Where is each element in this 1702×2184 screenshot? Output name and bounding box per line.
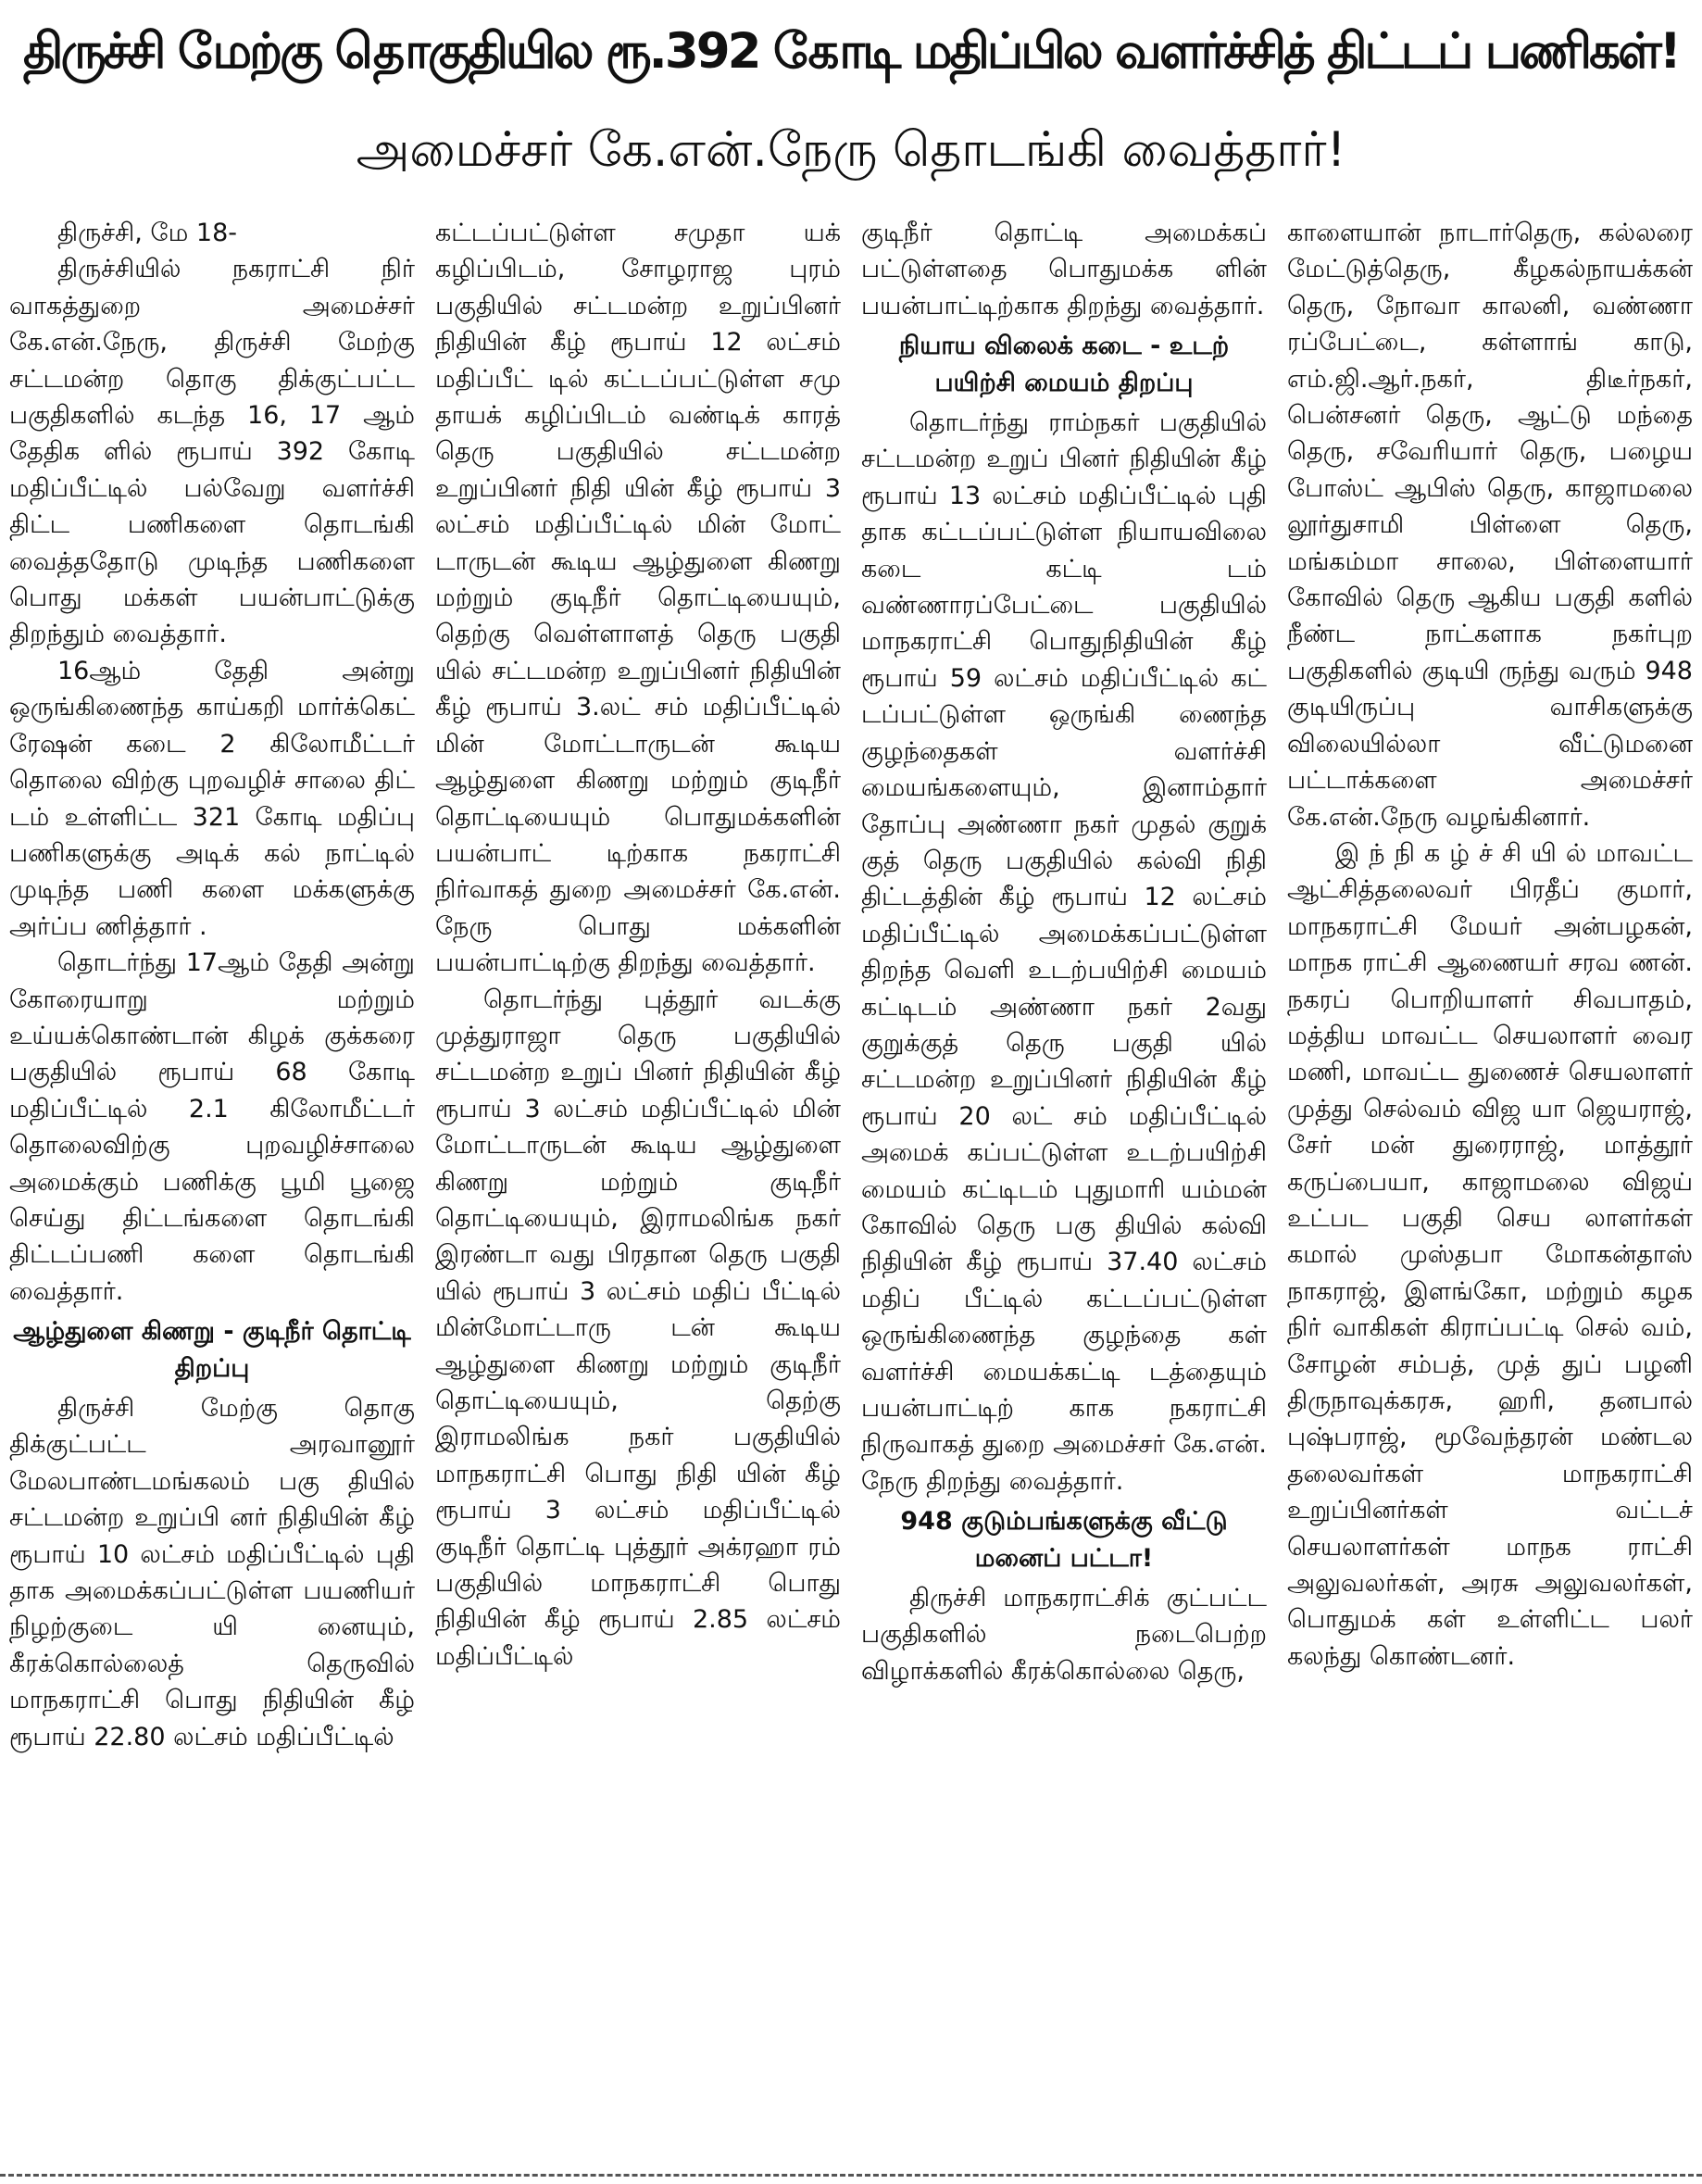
paragraph-continued: காளையான் நாடார்தெரு, கல்லரை மேட்டுத்தெரு, கீழகல்நாயக்கன் தெரு, நோவா காலனி, வண்ணா ரப்பேட்டை, கள்ளாங் காடு, எம்.ஜி.ஆர்.நகர், திடீர்நகர், பென்சனர் தெரு, ஆட்டு மந்தை தெரு, சவேரியார் தெரு, பழைய போஸ்ட் ஆபிஸ் தெரு, காஜாமலை லூர்துசாமி பிள்ளை தெரு, மங்கம்மா சாலை, பிள்ளையார் கோவில் தெரு ஆகிய பகுதி களில் நீண்ட நாட்களாக நகர்புற பகுதிகளில் குடியி ருந்து வரும் 948 குடியிருப்பு வாசிகளுக்கு விலையில்லா வீட்டுமனை பட்டாக்களை அமைச்சர் கே.என்.நேரு வழங்கினார். [1287,219,1693,832]
paragraph: திருச்சி மேற்கு தொகு திக்குட்பட்ட அரவானூர் மேலபாண்டமங்கலம் பகு தியில் சட்டமன்ற உறுப்பி னர் நிதியின் கீழ் ரூபாய் 10 லட்சம் மதிப்பீட்டில் புதி தாக அமைக்கப்பட்டுள்ள பயணியர் நிழற்குடை யி னையும், கீரக்கொல்லைத் தெருவில் மாநகராட்சி பொது நிதியின் கீழ் ரூபாய் 22.80 லட்சம் மதிப்பீட்டில் [9,1394,415,1751]
paragraph: 16ஆம் தேதி அன்று ஒருங்கிணைந்த காய்கறி மார்க்கெட் ரேஷன் கடை 2 கிலோமீட்டர் தொலை விற்கு புறவழிச் சாலை திட் டம் உள்ளிட்ட 321 கோடி மதிப்பு பணிகளுக்கு அடிக் கல் நாட்டில் முடிந்த பணி களை மக்களுக்கு அர்ப்ப ணித்தார் . [9,656,415,941]
bottom-dashed-rule [0,2174,1702,2177]
paragraph: திருச்சி, மே 18- [57,219,237,247]
paragraph: திருச்சி மாநகராட்சிக் குட்பட்ட பகுதிகளில் நடைபெற்ற விழாக்களில் கீரக்கொல்லை தெரு, [861,1584,1267,1686]
article-column-2 [435,215,841,2160]
paragraph-continued: கட்டப்பட்டுள்ள சமுதா யக் கழிப்பிடம், சோழராஜ புரம் பகுதியில் சட்டமன்ற உறுப்பினர் நிதியின் கீழ் ரூபாய் 12 லட்சம் மதிப்பீட் டில் கட்டப்பட்டுள்ள சமு தாயக் கழிப்பிடம் வண்டிக் காரத் தெரு பகுதியில் சட்டமன்ற உறுப்பினர் நிதி யின் கீழ் ரூபாய் 3 லட்சம் மதிப்பீட்டில் மின் மோட் டாருடன் கூடிய ஆழ்துளை கிணறு மற்றும் குடிநீர் தொட்டியையும், தெற்கு வெள்ளாளத் தெரு பகுதி யில் சட்டமன்ற உறுப்பினர் நிதியின் கீழ் ரூபாய் 3.லட் சம் மதிப்பீட்டில் மின் மோட்டாருடன் கூடிய ஆழ்துளை கிணறு மற்றும் குடிநீர் தொட்டியையும் பொதுமக்களின் பயன்பாட் டிற்காக நகராட்சி நிர்வாகத் துறை அமைச்சர் கே.என். நேரு பொது மக்களின் பயன்பாட்டிற்கு திறந்து வைத்தார். [435,219,841,978]
section-subheading: ஆழ்துளை கிணறு - குடிநீர் தொட்டி திறப்பு [13,1317,411,1383]
paragraph-continued: குடிநீர் தொட்டி அமைக்கப் பட்டுள்ளதை பொதுமக்க ளின் பயன்பாட்டிற்காக திறந்து வைத்தார். [861,219,1267,320]
headline: திருச்சி மேற்கு தொகுதியில ரூ.392 கோடி மதிப்பில வளர்ச்சித் திட்டப் பணிகள்! [23,23,1679,80]
paragraph: தொடர்ந்து புத்தூர் வடக்கு முத்துராஜா தெரு பகுதியில் சட்டமன்ற உறுப் பினர் நிதியின் கீழ் ரூபாய் 3 லட்சம் மதிப்பீட்டில் மின் மோட்டாருடன் கூடிய ஆழ்துளை கிணறு மற்றும் குடிநீர் தொட்டியையும், இராமலிங்க நகர் இரண்டா வது பிரதான தெரு பகுதி யில் ரூபாய் 3 லட்சம் மதிப் பீட்டில் மின்மோட்டாரு டன் கூடிய ஆழ்துளை கிணறு மற்றும் குடிநீர் தொட்டியையும், தெற்கு இராமலிங்க நகர் பகுதியில் மாநகராட்சி பொது நிதி யின் கீழ் ரூபாய் 3 லட்சம் மதிப்பீட்டில் குடிநீர் தொட்டி புத்தூர் அக்ரஹா ரம் பகுதியில் மாநகராட்சி பொது நிதியின் கீழ் ரூபாய் 2.85 லட்சம் மதிப்பீட்டில் [435,985,841,1671]
paragraph: தொடர்ந்து ராம்நகர் பகுதியில் சட்டமன்ற உறுப் பினர் நிதியின் கீழ் ரூபாய் 13 லட்சம் மதிப்பீட்டில் புதி தாக கட்டப்பட்டுள்ள நியாயவிலை கடை கட்டி டம் வண்ணாரப்பேட்டை பகுதியில் மாநகராட்சி பொதுநிதியின் கீழ் ரூபாய் 59 லட்சம் மதிப்பீட்டில் கட் டப்பட்டுள்ள ஒருங்கி ணைந்த குழந்தைகள் வளர்ச்சி மையங்களையும், இனாம்தார் தோப்பு அண்ணா நகர் முதல் குறுக் குத் தெரு பகுதியில் கல்வி நிதி திட்டத்தின் கீழ் ரூபாய் 12 லட்சம் மதிப்பீட்டில் அமைக்கப்பட்டுள்ள திறந்த வெளி உடற்பயிற்சி மையம் கட்டிடம் அண்ணா நகர் 2வது குறுக்குத் தெரு பகுதி யில் சட்டமன்ற உறுப்பினர் நிதியின் கீழ் ரூபாய் 20 லட் சம் மதிப்பீட்டில் அமைக் கப்பட்டுள்ள உடற்பயிற்சி மையம் கட்டிடம் புதுமாரி யம்மன் கோவில் தெரு பகு தியில் கல்வி நிதியின் கீழ் ரூபாய் 37.40 லட்சம் மதிப் பீட்டில் கட்டப்பட்டுள்ள ஒருங்கிணைந்த குழந்தை கள் வளர்ச்சி மையக்கட்டி டத்தையும் பயன்பாட்டிற் காக நகராட்சி நிருவாகத் துறை அமைச்சர் கே.என். நேரு திறந்து வைத்தார். [861,408,1267,1496]
article-columns [9,215,1693,2160]
section-subheading: நியாய விலைக் கடை - உடற் பயிற்சி மையம் திறப்பு [898,332,1230,397]
article-column-3 [861,215,1267,2160]
section-subheading: 948 குடும்பங்களுக்கு வீட்டு மனைப் பட்டா! [900,1507,1228,1573]
paragraph: தொடர்ந்து 17ஆம் தேதி அன்று கோரையாறு மற்றும் உய்யக்கொண்டான் கிழக் குக்கரை பகுதியில் ரூபாய் 68 கோடி மதிப்பீட்டில் 2.1 கிலோமீட்டர் தொலைவிற்கு புறவழிச்சாலை அமைக்கும் பணிக்கு பூமி பூஜை செய்து திட்டங்களை தொடங்கி திட்டப்பணி களை தொடங்கி வைத்தார். [9,948,415,1306]
article-column-4 [1287,215,1693,2160]
paragraph: இ ந் நி க ழ் ச் சி யி ல் மாவட்ட ஆட்சித்தலைவர் பிரதீப் குமார், மாநகராட்சி மேயர் அன்பழகன், மாநக ராட்சி ஆணையர் சரவ ணன். நகரப் பொறியாளர் சிவபாதம், மத்திய மாவட்ட செயலாளர் வைர மணி, மாவட்ட துணைச் செயலாளர் முத்து செல்வம் விஜ யா ஜெயராஜ், சேர் மன் துரைராஜ், மாத்தூர் கருப்பையா, காஜாமலை விஜய் உட்பட பகுதி செய லாளர்கள் கமால் முஸ்தபா மோகன்தாஸ் நாகராஜ், இளங்கோ, மற்றும் கழக நிர் வாகிகள் கிராப்பட்டி செல் வம், சோழன் சம்பத், முத் துப் பழனி திருநாவுக்கரசு, ஹரி, தனபால் புஷ்பராஜ், மூவேந்தரன் மண்டல தலைவர்கள் மாநகராட்சி உறுப்பினர்கள் வட்டச் செயலாளர்கள் மாநக ராட்சி அலுவலர்கள், அரசு அலுவலர்கள், பொதுமக் கள் உள்ளிட்ட பலர் கலந்து கொண்டனர். [1287,838,1693,1671]
subheadline: அமைச்சர் கே.என்.நேரு தொடங்கி வைத்தார்! [356,122,1346,178]
paragraph: திருச்சியில் நகராட்சி நிர் வாகத்துறை அமைச்சர் கே.என்.நேரு, திருச்சி மேற்கு சட்டமன்ற தொகு திக்குட்பட்ட பகுதிகளில் கடந்த 16, 17 ஆம் தேதிக ளில் ரூபாய் 392 கோடி மதிப்பீட்டில் பல்வேறு வளர்ச்சி திட்ட பணிகளை தொடங்கி வைத்ததோடு முடிந்த பணிகளை பொது மக்கள் பயன்பாட்டுக்கு திறந்தும் வைத்தார். [9,255,415,649]
article-column-1 [9,215,415,2160]
